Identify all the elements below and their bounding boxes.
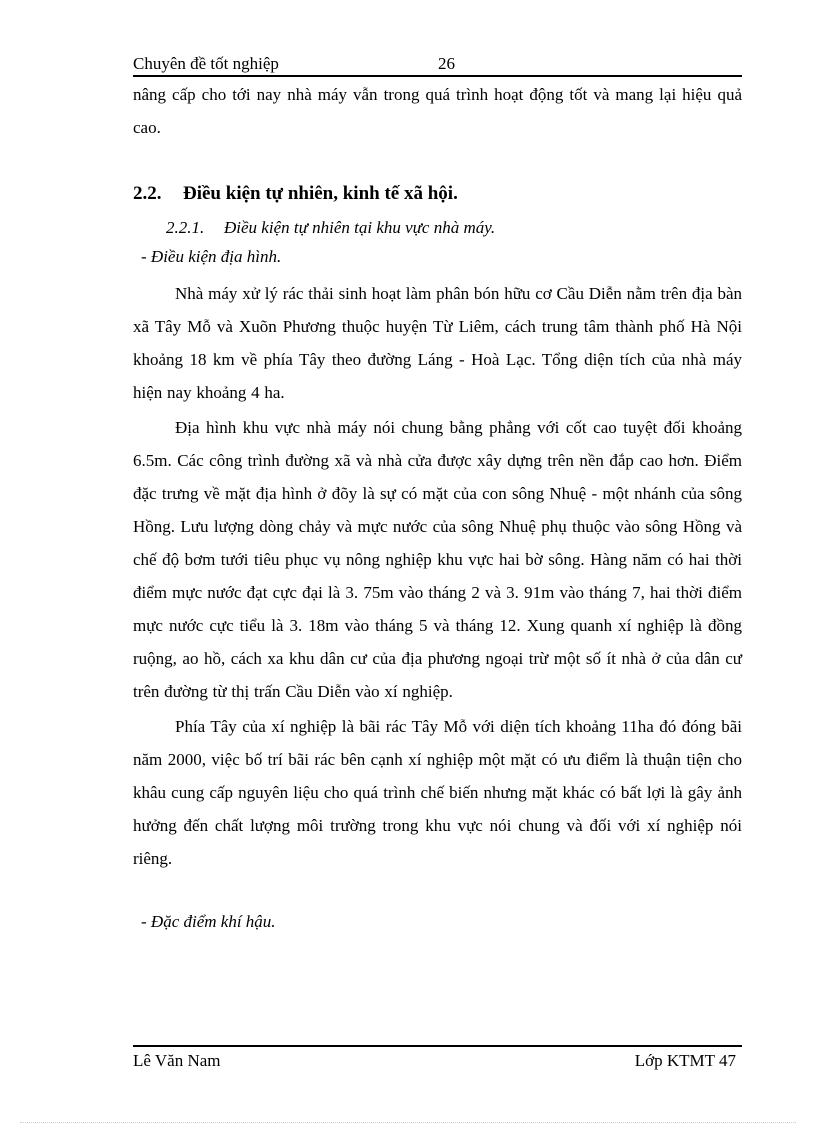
page-header	[133, 54, 742, 76]
footer-class: Lớp KTMT 47	[634, 1051, 736, 1070]
section-number: 2.2.	[133, 183, 162, 204]
header-title: Chuyên đề tốt nghiệp	[133, 54, 279, 73]
footer-author: Lê Văn Nam	[133, 1051, 221, 1070]
section-title: Điều kiện tự nhiên, kinh tế xã hội.	[183, 183, 458, 204]
subsection-number: 2.2.1.	[166, 218, 205, 237]
section-heading	[133, 181, 742, 207]
header-divider	[133, 75, 742, 77]
paragraph-location: Nhà máy xử lý rác thải sinh hoạt làm phân bón hữu cơ Cầu Diễn nằm trên địa bàn xã Tây Mỗ và Xuõn Phương thuộc huyện Từ Liêm, cách trung tâm thành phố Hà Nội khoảng 18 km về phía Tây theo đường Láng - Hoà Lạc. Tổng diện tích của nhà máy hiện nay khoảng 4 ha.	[133, 284, 742, 402]
bullet-terrain: - Điều kiện địa hình.	[141, 247, 282, 266]
page-number: 26	[438, 54, 455, 73]
bullet-climate: - Đặc điểm khí hậu.	[141, 912, 276, 931]
footer-divider	[133, 1045, 742, 1047]
subsection-title: Điều kiện tự nhiên tại khu vực nhà máy.	[224, 218, 496, 237]
paragraph-landfill: Phía Tây của xí nghiệp là bãi rác Tây Mỗ với diện tích khoảng 11ha đó đóng bãi năm 2000, việc bố trí bãi rác bên cạnh xí nghiệp một mặt có ưu điểm là thuận tiện cho khâu cung cấp nguyên liệu cho quá trình chế biến nhưng mặt khác có bất lợi là gây ảnh hưởng đến chất lượng môi trường trong khu vực nói chung và đối với xí nghiệp nói riêng.	[133, 717, 742, 868]
continuation-paragraph: nâng cấp cho tới nay nhà máy vẫn trong quá trình hoạt động tốt và mang lại hiệu quả cao.	[133, 85, 742, 137]
page-body	[133, 78, 742, 938]
paragraph-terrain: Địa hình khu vực nhà máy nói chung bằng phẳng với cốt cao tuyệt đối khoảng 6.5m. Các công trình đường xã và nhà cửa được xây dựng trên nền đắp cao hơn. Điểm đặc trưng về mặt địa hình ở đõy là sự có mặt của con sông Nhuệ - một nhánh của sông Hồng. Lưu lượng dòng chảy và mực nước của sông Nhuệ phụ thuộc vào sông Hồng và chế độ bơm tưới tiêu phục vụ nông nghiệp khu vực hai bờ sông. Hàng năm có hai thời điểm mực nước đạt cực đại là 3. 75m vào tháng 2 và 3. 91m vào tháng 7, hai thời điểm mực nước cực tiểu là 3. 18m vào tháng 5 và tháng 12. Xung quanh xí nghiệp là đồng ruộng, ao hồ, cách xa khu dân cư của địa phương ngoại trừ một số ít nhà ở của dân cư trên đường từ thị trấn Cầu Diễn vào xí nghiệp.	[133, 418, 742, 701]
